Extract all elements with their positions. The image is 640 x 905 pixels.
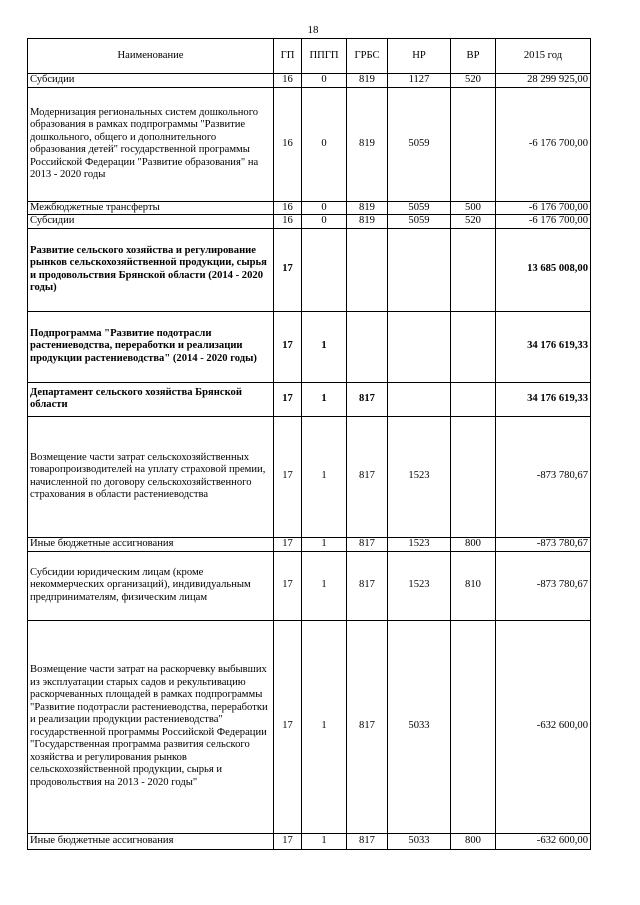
table-row — [28, 416, 591, 537]
cell-grbs: 819 — [347, 87, 388, 201]
cell-gp: 16 — [274, 215, 302, 229]
table-row — [28, 382, 591, 416]
table-row — [28, 74, 591, 88]
cell-amount: 28 299 925,00 — [496, 74, 591, 88]
cell-grbs: 817 — [347, 551, 388, 620]
table-row — [28, 215, 591, 229]
cell-np — [388, 228, 451, 311]
cell-np: 5059 — [388, 87, 451, 201]
cell-ppgp: 1 — [302, 551, 347, 620]
cell-grbs: 819 — [347, 74, 388, 88]
cell-np: 1523 — [388, 537, 451, 551]
cell-amount: 13 685 008,00 — [496, 228, 591, 311]
cell-gp: 17 — [274, 416, 302, 537]
cell-vr: 810 — [451, 551, 496, 620]
header-row — [28, 39, 591, 74]
cell-gp: 17 — [274, 382, 302, 416]
cell-amount: 34 176 619,33 — [496, 311, 591, 382]
cell-grbs: 817 — [347, 537, 388, 551]
header-gp: ГП — [274, 39, 302, 74]
table-row — [28, 620, 591, 833]
budget-table — [27, 38, 591, 850]
cell-gp: 16 — [274, 74, 302, 88]
cell-name: Возмещение части затрат на раскорчевку выбывших из эксплуатации старых садов и рекультивацию раскорчеванных площадей в рамках подпрограммы "Развитие подотрасли растениеводства, переработки и реализации продукции растениеводства" государственной программы Российской Федерации "Государственная программа развития сельского хозяйства и регулирования рынков сельскохозяйственной продукции, сырья и продовольствия на 2013 - 2020 годы" — [28, 620, 274, 833]
cell-amount: -6 176 700,00 — [496, 215, 591, 229]
cell-vr: 500 — [451, 201, 496, 215]
cell-np: 5059 — [388, 201, 451, 215]
cell-grbs: 817 — [347, 833, 388, 849]
cell-gp: 17 — [274, 620, 302, 833]
cell-grbs: 819 — [347, 201, 388, 215]
cell-vr — [451, 382, 496, 416]
cell-ppgp — [302, 228, 347, 311]
cell-name: Субсидии юридическим лицам (кроме некоммерческих организаций), индивидуальным предпринимателям, физическим лицам — [28, 551, 274, 620]
cell-grbs: 819 — [347, 215, 388, 229]
cell-gp: 17 — [274, 537, 302, 551]
cell-gp: 16 — [274, 87, 302, 201]
cell-np — [388, 311, 451, 382]
cell-gp: 16 — [274, 201, 302, 215]
cell-vr — [451, 620, 496, 833]
cell-vr — [451, 416, 496, 537]
cell-amount: -873 780,67 — [496, 551, 591, 620]
cell-np: 1127 — [388, 74, 451, 88]
cell-amount: -632 600,00 — [496, 620, 591, 833]
cell-vr — [451, 87, 496, 201]
cell-name: Субсидии — [28, 74, 274, 88]
cell-grbs: 817 — [347, 620, 388, 833]
cell-name: Подпрограмма "Развитие подотрасли растениеводства, переработки и реализации продукции растениеводства" (2014 - 2020 годы) — [28, 311, 274, 382]
page-number: 18 — [307, 24, 319, 36]
cell-grbs: 817 — [347, 382, 388, 416]
cell-amount: -873 780,67 — [496, 416, 591, 537]
cell-name: Межбюджетные трансферты — [28, 201, 274, 215]
table-row — [28, 228, 591, 311]
cell-ppgp: 0 — [302, 74, 347, 88]
cell-name: Иные бюджетные ассигнования — [28, 537, 274, 551]
cell-ppgp: 1 — [302, 833, 347, 849]
cell-np: 1523 — [388, 416, 451, 537]
cell-ppgp: 1 — [302, 537, 347, 551]
cell-grbs — [347, 228, 388, 311]
cell-gp: 17 — [274, 228, 302, 311]
cell-amount: -873 780,67 — [496, 537, 591, 551]
cell-vr: 520 — [451, 215, 496, 229]
cell-name: Модернизация региональных систем дошкольного образования в рамках подпрограммы "Развитие дошкольного, общего и дополнительного образования детей" государственной программы Российской Федерации "Развитие образования" на 2013 - 2020 годы — [28, 87, 274, 201]
cell-ppgp: 1 — [302, 382, 347, 416]
cell-ppgp: 1 — [302, 416, 347, 537]
cell-vr: 800 — [451, 537, 496, 551]
cell-ppgp: 1 — [302, 620, 347, 833]
cell-gp: 17 — [274, 551, 302, 620]
header-year: 2015 год — [496, 39, 591, 74]
header-vr: ВР — [451, 39, 496, 74]
header-name: Наименование — [28, 39, 274, 74]
cell-gp: 17 — [274, 833, 302, 849]
cell-amount: -6 176 700,00 — [496, 87, 591, 201]
cell-amount: 34 176 619,33 — [496, 382, 591, 416]
header-ppgp: ППГП — [302, 39, 347, 74]
cell-np: 5033 — [388, 833, 451, 849]
table-row — [28, 833, 591, 849]
header-grbs: ГРБС — [347, 39, 388, 74]
cell-grbs: 817 — [347, 416, 388, 537]
cell-ppgp: 1 — [302, 311, 347, 382]
table-row — [28, 201, 591, 215]
cell-name: Развитие сельского хозяйства и регулирование рынков сельскохозяйственной продукции, сырья и продовольствия Брянской области (2014 - 2020 годы) — [28, 228, 274, 311]
cell-name: Департамент сельского хозяйства Брянской области — [28, 382, 274, 416]
cell-np — [388, 382, 451, 416]
header-np: НР — [388, 39, 451, 74]
cell-ppgp: 0 — [302, 201, 347, 215]
cell-np: 1523 — [388, 551, 451, 620]
cell-vr — [451, 228, 496, 311]
cell-ppgp: 0 — [302, 87, 347, 201]
table-row — [28, 311, 591, 382]
table-row — [28, 551, 591, 620]
cell-name: Иные бюджетные ассигнования — [28, 833, 274, 849]
cell-amount: -632 600,00 — [496, 833, 591, 849]
cell-name: Субсидии — [28, 215, 274, 229]
cell-np: 5059 — [388, 215, 451, 229]
cell-vr — [451, 311, 496, 382]
cell-amount: -6 176 700,00 — [496, 201, 591, 215]
cell-np: 5033 — [388, 620, 451, 833]
cell-grbs — [347, 311, 388, 382]
cell-vr: 520 — [451, 74, 496, 88]
cell-ppgp: 0 — [302, 215, 347, 229]
cell-gp: 17 — [274, 311, 302, 382]
table-row — [28, 537, 591, 551]
table-row — [28, 87, 591, 201]
cell-name: Возмещение части затрат сельскохозяйственных товаропроизводителей на уплату страховой премии, начисленной по договору сельскохозяйственного страхования в области растениеводства — [28, 416, 274, 537]
cell-vr: 800 — [451, 833, 496, 849]
